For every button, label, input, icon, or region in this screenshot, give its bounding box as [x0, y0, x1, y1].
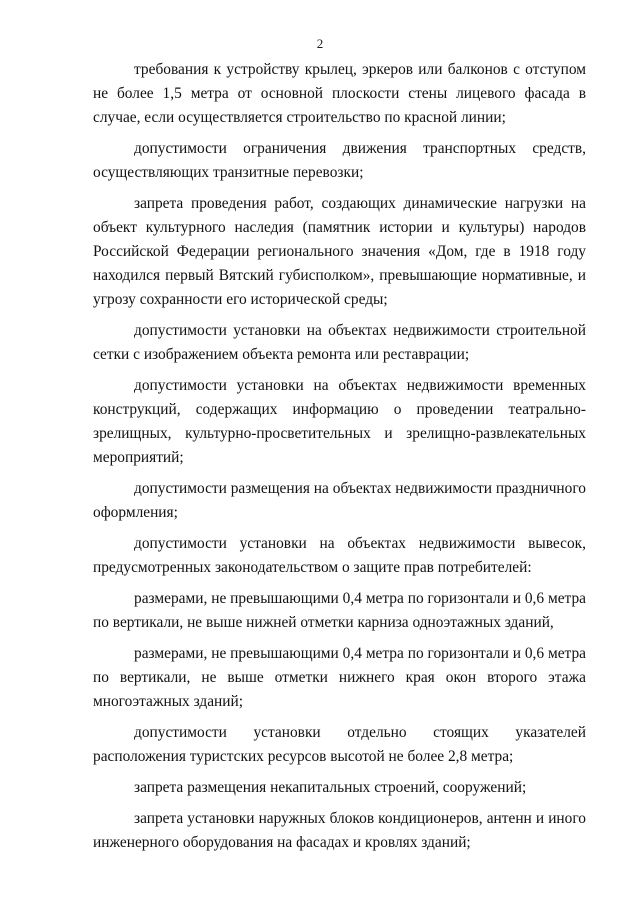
paragraph-non-capital-structures: запрета размещения некапитальных строений, сооружений; — [134, 779, 527, 796]
paragraph-traffic-restriction: допустимости ограничения движения транспортных средств, осуществляющих транзитные перевозки; — [93, 140, 586, 181]
page-number: 2 — [316, 36, 324, 51]
paragraph-equipment-on-facades: запрета установки наружных блоков кондиционеров, антенн и иного инженерного оборудования на фасадах и кровлях зданий; — [93, 810, 586, 851]
paragraph-construction-mesh: допустимости установки на объектах недвижимости строительной сетки с изображением объекта ремонта или реставрации; — [93, 322, 586, 363]
paragraph-porch-requirements: требования к устройству крылец, эркеров или балконов с отступом не более 1,5 метра от основной плоскости стены лицевого фасада в случае, если осуществляется строительство по красной линии; — [93, 61, 586, 126]
paragraph-festive-decoration: допустимости размещения на объектах недвижимости праздничного оформления; — [93, 480, 586, 521]
paragraph-tourist-signs: допустимости установки отдельно стоящих указателей расположения туристских ресурсов высотой не более 2,8 метра; — [93, 724, 586, 765]
paragraph-signboard-size-single-storey: размерами, не превышающими 0,4 метра по горизонтали и 0,6 метра по вертикали, не выше нижней отметки карниза одноэтажных зданий, — [93, 590, 586, 631]
paragraph-dynamic-loads: запрета проведения работ, создающих динамические нагрузки на объект культурного наследия (памятник истории и культуры) народов Российской Федерации регионального значения «Дом, где в 1918 году находился первый Вятский губисполком», превышающие нормативные, и угрозу сохранности его исторической среды; — [93, 195, 586, 308]
paragraph-signboard-size-multi-storey: размерами, не превышающими 0,4 метра по горизонтали и 0,6 метра по вертикали, не выше отметки нижнего края окон второго этажа многоэтажных зданий; — [93, 645, 586, 710]
paragraph-signboards: допустимости установки на объектах недвижимости вывесок, предусмотренных законодательством о защите прав потребителей: — [93, 535, 586, 576]
paragraph-temporary-structures: допустимости установки на объектах недвижимости временных конструкций, содержащих информацию о проведении театрально-зрелищных, культурно-просветительных и зрелищно-развлекательных мероприятий; — [93, 377, 586, 466]
document-body — [93, 58, 586, 862]
